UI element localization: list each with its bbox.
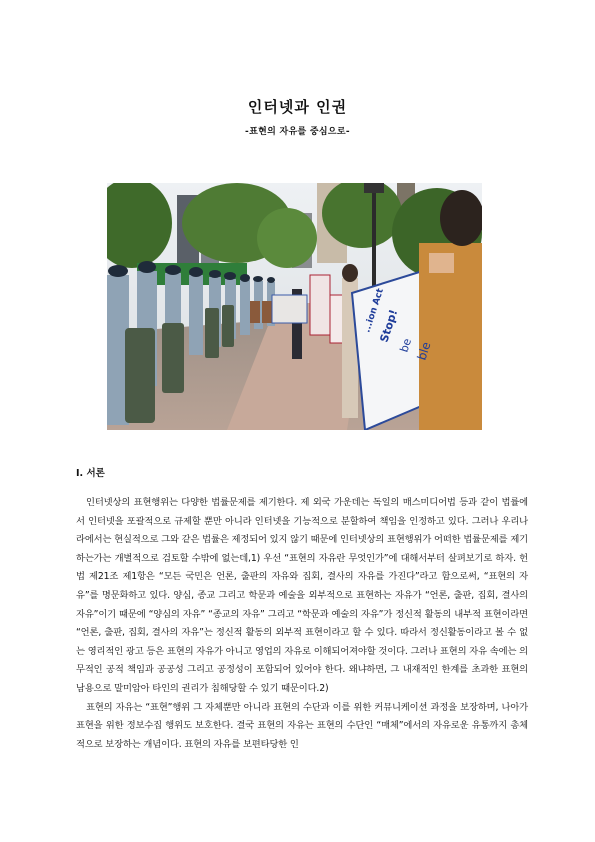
sign-text-3: be [397, 336, 415, 354]
paragraph: 인터넷상의 표현행위는 다양한 법률문제를 제기한다. 제 외국 가운데는 독일의 매스미디어법 등과 같이 법률에서 인터넷을 포괄적으로 규제할 뿐만 아니라 인터넷을 기능적으로 분할하여 책임을 인정하고 있다. 그러나 우리나라에서는 현실적으로 그와 같은 법률은 제정되어 있지 않기 때문에 인터넷상의 표현행위가 어떠한 법률문제를 제기하는가는 개별적으로 검토할 수밖에 없는데,1) 우선 “표현의 자유란 무엇인가”에 대해서부터 살펴보기로 하자. 헌법 제21조 제1항은 “모든 국민은 언론, 출판의 자유와 집회, 결사의 자유를 가진다”라고 함으로써, “표현의 자유”를 명문화하고 있다. 양심, 종교 그리고 학문과 예술을 외부적으로 표현하는 자유가 “언론, 출판, 집회, 결사의 자유”이기 때문에 “양심의 자유” “종교의 자유” 그리고 “학문과 예술의 자유”가 정신적 활동의 내부적 표현이라면 “언론, 출판, 집회, 결사의 자유”는 정신적 활동의 외부적 표현이라고 할 수 있다. 따라서 정신활동이라고 볼 수 없는 영리적인 광고 등은 표현의 자유가 아니고 영업의 자유로 이해되어져야할 것이다. 그러나 표현의 자유 속에는 의무적인 공적 책임과 공공성 그리고 공정성이 포함되어 있어야 한다. 왜냐하면, 그 내재적인 한계를 초과한 표현의 남용으로 말미암아 타인의 권리가 침해당할 수 있기 때문이다.2) [76, 497, 528, 694]
sign-text-1: ...ion Act [362, 287, 386, 334]
document-subtitle: -표현의 자유를 중심으로- [245, 127, 350, 137]
section-heading: Ⅰ. 서론 [76, 468, 105, 479]
photo-sign-text [107, 183, 482, 430]
body-text [76, 494, 528, 754]
sign-text-2: Stop! [377, 307, 401, 344]
document-title: 인터넷과 인권 [247, 98, 348, 116]
sign-text-4: ble [414, 340, 434, 362]
paragraph: 표현의 자유는 “표현”행위 그 자체뿐만 아니라 표현의 수단과 이를 위한 커뮤니케이션 과정을 보장하며, 나아가 표현을 위한 정보수집 행위도 보호한다. 결국 표현의 자유는 표현의 수단인 “매체”에서의 자유로운 유통까지 총체적으로 보장하는 개념이다. 표현의 자유를 보편타당한 인 [76, 701, 528, 750]
